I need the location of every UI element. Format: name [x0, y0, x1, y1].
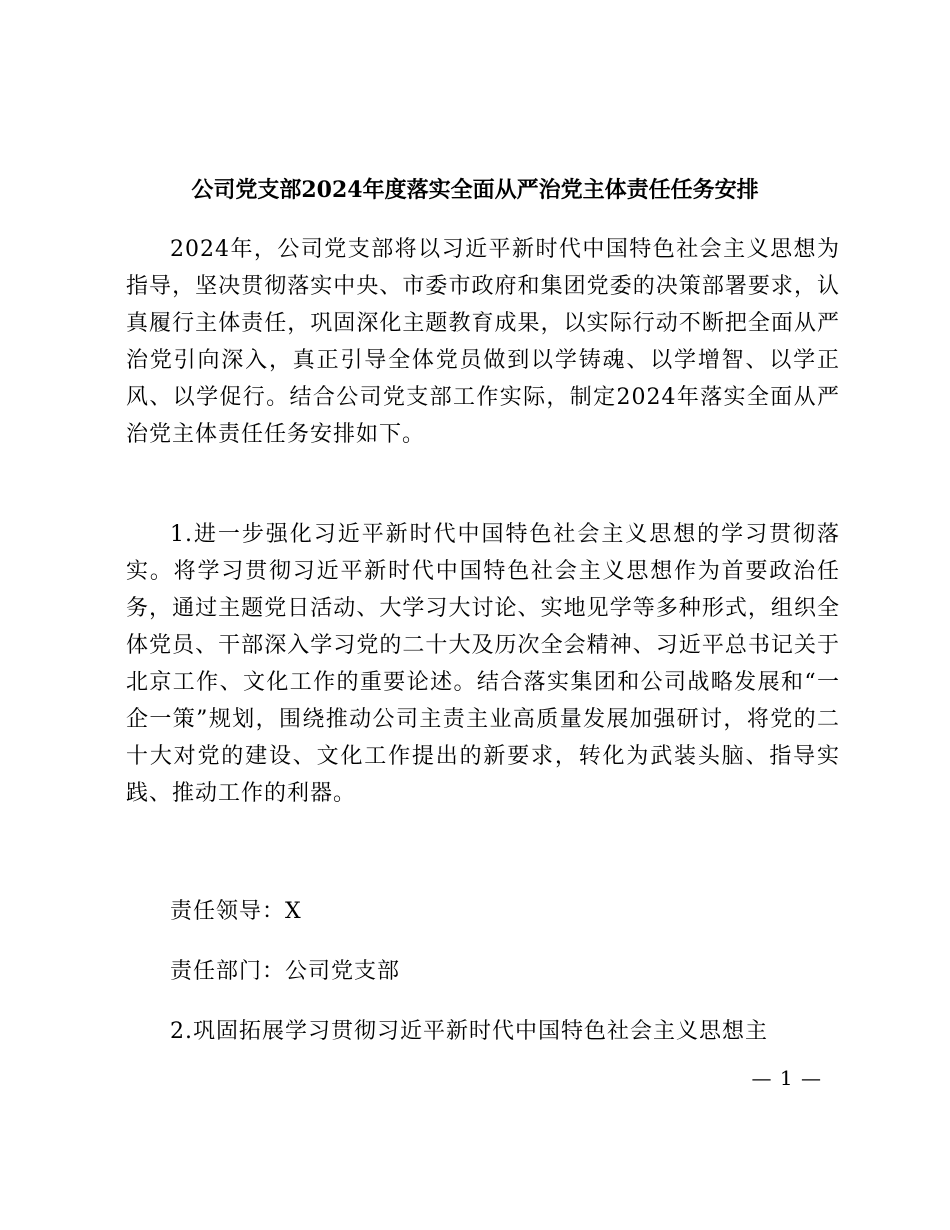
page-number: — 1 —	[751, 1066, 822, 1090]
document-title: 公司党支部2024年度落实全面从严治党主体责任任务安排	[191, 177, 759, 203]
responsible-department-line: 责任部门：公司党支部	[170, 959, 401, 984]
responsible-leader-line: 责任领导：X	[170, 899, 302, 924]
intro-paragraph: 2024年，公司党支部将以习近平新时代中国特色社会主义思想为指导，坚决贯彻落实中央、市委市政府和集团党委的决策部署要求，认真履行主体责任，巩固深化主题教育成果，以实际行动不断把全面从严治党引向深入，真正引导全体党员做到以学铸魂、以学增智、以学正风、以学促行。结合公司党支部工作实际，制定2024年落实全面从严治党主体责任任务安排如下。	[126, 237, 840, 447]
task-item-2-paragraph: 2.巩固拓展学习贯彻习近平新时代中国特色社会主义思想主	[170, 1019, 768, 1044]
task-item-1-paragraph: 1.进一步强化习近平新时代中国特色社会主义思想的学习贯彻落实。将学习贯彻习近平新时代中国特色社会主义思想作为首要政治任务，通过主题党日活动、大学习大讨论、实地见学等多种形式，组织全体党员、干部深入学习党的二十大及历次全会精神、习近平总书记关于北京工作、文化工作的重要论述。结合落实集团和公司战略发展和“一企一策”规划，围绕推动公司主责主业高质量发展加强研讨，将党的二十大对党的建设、文化工作提出的新要求，转化为武装头脑、指导实践、推动工作的利器。	[126, 522, 840, 806]
